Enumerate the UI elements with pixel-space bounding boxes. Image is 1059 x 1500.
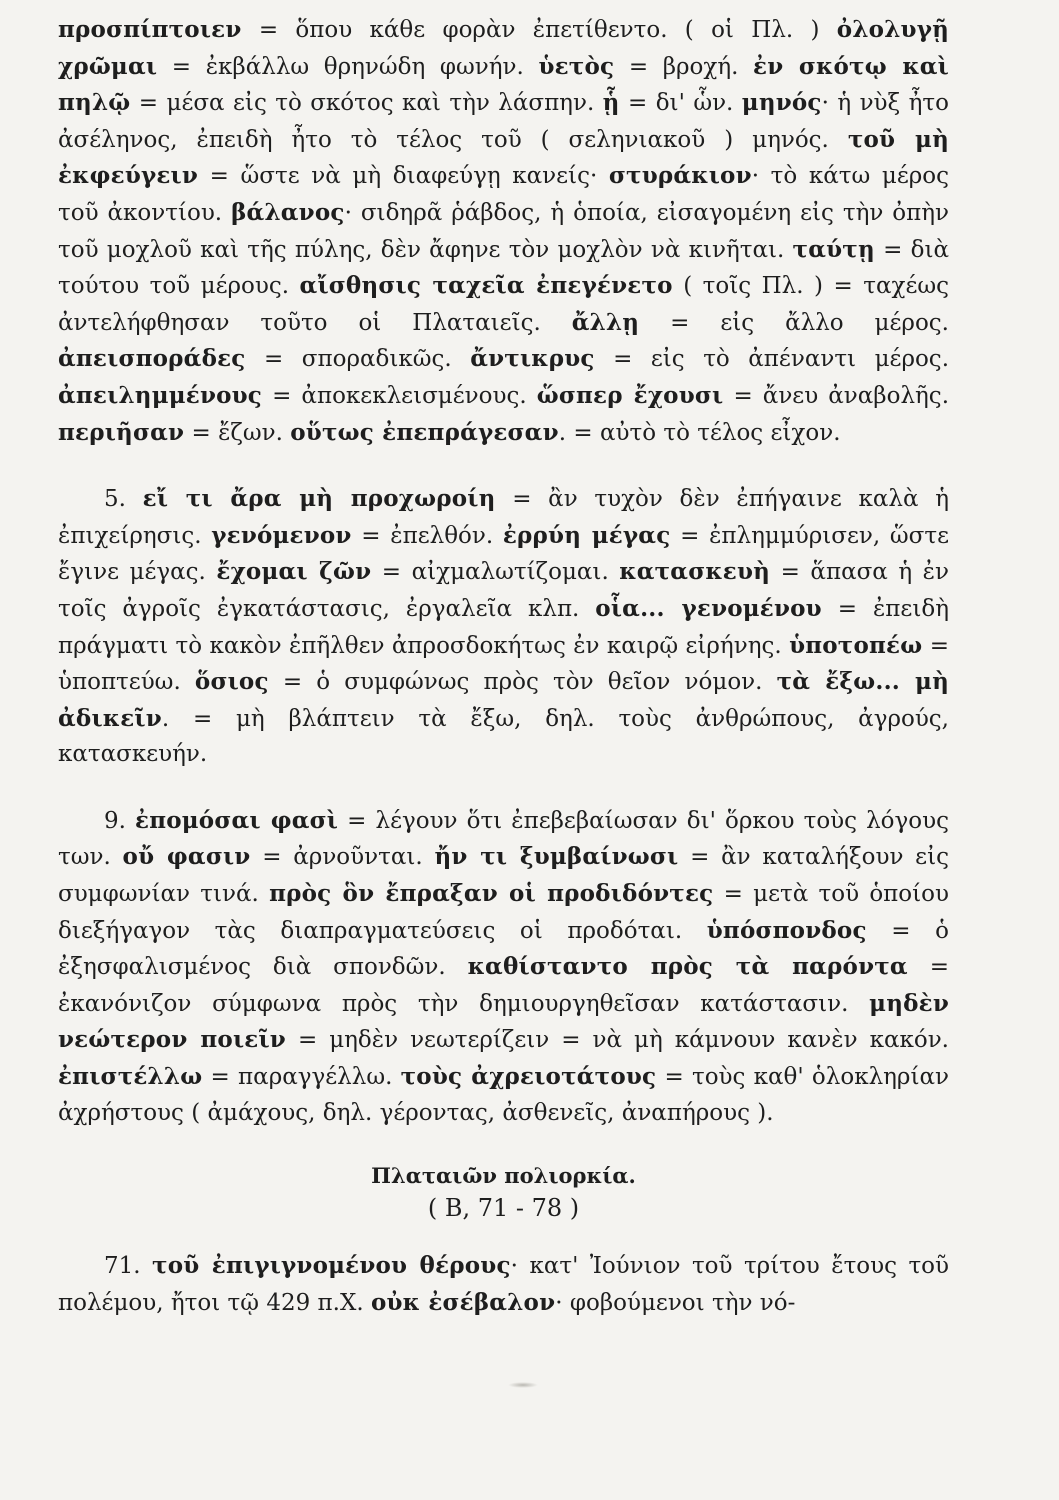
lemma-term: ἔχομαι ζῶν [216, 558, 372, 586]
paragraph-glossary-5 [58, 481, 949, 773]
gloss-text: = μετὰ τοῦ ὁποίου διεξήγαγον τὰς διαπραγματεύσεις οἱ προδόται. [58, 881, 949, 944]
gloss-text: = ἄνευ ἀναβολῆς. [723, 382, 949, 409]
gloss-text: = δι' ὧν. [619, 90, 742, 117]
paragraph-glossary-9 [58, 803, 949, 1131]
lemma-term: ἐπομόσαι φασὶ [135, 806, 339, 834]
gloss-text: 71. [104, 1253, 153, 1280]
paragraph-glossary-71 [58, 1248, 949, 1321]
gloss-text: · φοβούμενοι τὴν νό- [555, 1289, 796, 1316]
gloss-text: = λέγουν ὅτι ἐπεβεβαίωσαν δι' ὅρκου τοὺς λόγους των. [58, 807, 949, 871]
gloss-text: = διὰ τούτου τοῦ μέρους. [58, 236, 950, 300]
gloss-text: = ὑποπτεύω. [58, 632, 949, 696]
gloss-text: · τὸ κάτω μέρος τοῦ ἀκοντίου. [58, 163, 949, 226]
page-number-mark [508, 1382, 538, 1388]
lemma-term: οὕτως ἐπεπράγεσαν [290, 418, 559, 446]
gloss-text: = ἅπασα ἡ ἐν τοῖς ἀγροῖς ἐγκατάστασις, ἐργαλεῖα κλπ. [58, 559, 950, 622]
gloss-text: = ὁ ἐξησφαλισμένος διὰ σπονδῶν. [58, 917, 949, 981]
lemma-term: εἴ τι ἄρα μὴ προχωροίη [142, 485, 496, 513]
lemma-term: καθίσταντο πρὸς τὰ παρόντα [467, 953, 908, 981]
gloss-text: = ἂν καταλήξουν εἰς συμφωνίαν τινά. [58, 844, 949, 908]
lemma-term: ἐπιστέλλω [58, 1063, 203, 1091]
lemma-term: ᾗ [602, 89, 620, 117]
lemma-term: αἴσθησις ταχεῖα ἐπεγένετο [299, 272, 673, 300]
lemma-term: οἷα... γενομένου [595, 594, 822, 622]
gloss-text: = ἐκανόνιζον σύμφωνα πρὸς τὴν δημιουργηθεῖσαν κατάστασιν. [58, 954, 950, 1017]
gloss-text: = μέσα εἰς τὸ σκότος καὶ τὴν λάσπην. [130, 90, 603, 117]
gloss-text: = σποραδικῶς. [245, 346, 471, 373]
gloss-text: = ἀρνοῦνται. [250, 844, 435, 871]
lemma-term: μηδὲν νεώτερον ποιεῖν [58, 989, 949, 1054]
section-title: Πλαταιῶν πολιορκία. [371, 1163, 636, 1189]
lemma-term: ἄλλῃ [571, 308, 640, 336]
gloss-text: ( τοῖς Πλ. ) = ταχέως ἀντελήφθησαν τοῦτο οἱ Πλαταιεῖς. [58, 273, 950, 336]
lemma-term: τὰ ἔξω... μὴ ἀδικεῖν [58, 668, 949, 732]
gloss-text: = μηδὲν νεωτερίζειν = νὰ μὴ κάμνουν κανὲν κακόν. [285, 1027, 949, 1054]
section-reference: ( Β, 71 - 78 ) [427, 1194, 580, 1223]
gloss-text: = εἰς τὸ ἀπέναντι μέρος. [594, 346, 949, 373]
lemma-term: στυράκιον [608, 162, 752, 190]
gloss-text: = αἰχμαλωτίζομαι. [371, 559, 620, 586]
gloss-text: = ἐπειδὴ πράγματι τὸ κακὸν ἐπῆλθεν ἀπροσδοκήτως ἐν καιρῷ εἰρήνης. [58, 595, 949, 659]
gloss-text: = ἂν τυχὸν δὲν ἐπήγαινε καλὰ ἡ ἐπιχείρησις. [58, 486, 949, 549]
lemma-term: πρὸς ὃν ἔπραξαν οἱ προδιδόντες [269, 880, 714, 908]
lemma-term: κατασκευὴ [619, 558, 771, 586]
gloss-text: = ἀποκεκλεισμένους. [262, 382, 537, 409]
lemma-term: ταύτῃ [792, 235, 875, 263]
lemma-term: ἀπειλημμένους [58, 381, 263, 409]
lemma-term: μηνός [741, 89, 822, 117]
gloss-text: 5. [104, 486, 143, 513]
gloss-text: . = αὐτὸ τὸ τέλος εἶχον. [558, 419, 841, 446]
lemma-term: τοῦ ἐπιγιγνομένου θέρους [152, 1252, 511, 1280]
gloss-text: · ἡ νὺξ ἦτο ἀσέληνος, ἐπειδὴ ἦτο τὸ τέλος τοῦ ( σεληνιακοῦ ) μηνός. [58, 90, 949, 153]
gloss-text: = ἐκβάλλω θρηνώδη φωνήν. [157, 53, 539, 80]
gloss-text: = ὥστε νὰ μὴ διαφεύγῃ κανείς· [198, 163, 609, 190]
lemma-term: τοὺς ἀχρειοτάτους [400, 1063, 657, 1091]
lemma-term: ἤν τι ξυμβαίνωσι [434, 843, 679, 871]
gloss-text: · σιδηρᾶ ῥάβδος, ἡ ὁποία, εἰσαγομένη εἰς τὴν ὀπὴν τοῦ μοχλοῦ καὶ τῆς πύλης, δὲν ἄφηνε τὸν μοχλὸν νὰ κινῆται. [58, 199, 950, 263]
gloss-text: = ὅπου κάθε φορὰν ἐπετίθεντο. ( οἱ Πλ. ) [241, 17, 837, 43]
gloss-text: = βροχή. [614, 53, 754, 80]
gloss-text: = τοὺς καθ' ὁλοκληρίαν ἀχρήστους ( ἀμάχους, δηλ. γέροντας, ἀσθενεῖς, ἀναπήρους ). [58, 1064, 949, 1126]
gloss-text: = ὁ συμφώνως πρὸς τὸν θεῖον νόμον. [268, 669, 777, 696]
gloss-text: = ἔζων. [184, 419, 291, 446]
lemma-term: ὅσιος [194, 668, 269, 696]
lemma-term: βάλανος [231, 198, 345, 226]
gloss-text: = ἐπελθόν. [351, 522, 503, 549]
gloss-text: 9. [104, 807, 136, 834]
lemma-term: ὑπόσπονδος [706, 916, 867, 944]
lemma-term: ὑποτοπέω [789, 631, 923, 659]
lemma-term: οὐκ ἐσέβαλον [370, 1288, 556, 1316]
lemma-term: τοῦ μὴ ἐκφεύγειν [58, 125, 950, 190]
lemma-term: γενόμενον [211, 521, 352, 549]
lemma-term: προσπίπτοιεν [58, 16, 242, 43]
lemma-term: ὑετὸς [538, 52, 615, 80]
lemma-term: οὔ φασιν [122, 843, 251, 871]
gloss-text: . = μὴ βλάπτειν τὰ ἔξω, δηλ. τοὺς ἀνθρώπους, ἀγρούς, κατασκευήν. [58, 705, 949, 768]
paragraph-glossary-1 [58, 12, 949, 451]
lemma-term: ἐρρύη μέγας [502, 521, 671, 549]
gloss-text: = παραγγέλλω. [202, 1064, 401, 1091]
lemma-term: ἐν σκότῳ καὶ πηλῷ [58, 52, 949, 117]
lemma-term: ὥσπερ ἔχουσι [536, 381, 724, 409]
gloss-text: · κατ' Ἰούνιον τοῦ τρίτου ἔτους τοῦ πολέμου, ἤτοι τῷ 429 π.Χ. [58, 1253, 950, 1316]
lemma-term: ὀλολυγῇ χρῶμαι [58, 16, 949, 80]
lemma-term: περιῆσαν [58, 418, 185, 446]
gloss-text: = ἐπλημμύρισεν, ὥστε ἔγινε μέγας. [58, 522, 949, 586]
gloss-text: = εἰς ἄλλο μέρος. [639, 309, 949, 336]
lemma-term: ἀπεισποράδες [58, 345, 246, 373]
lemma-term: ἄντικρυς [470, 345, 595, 373]
